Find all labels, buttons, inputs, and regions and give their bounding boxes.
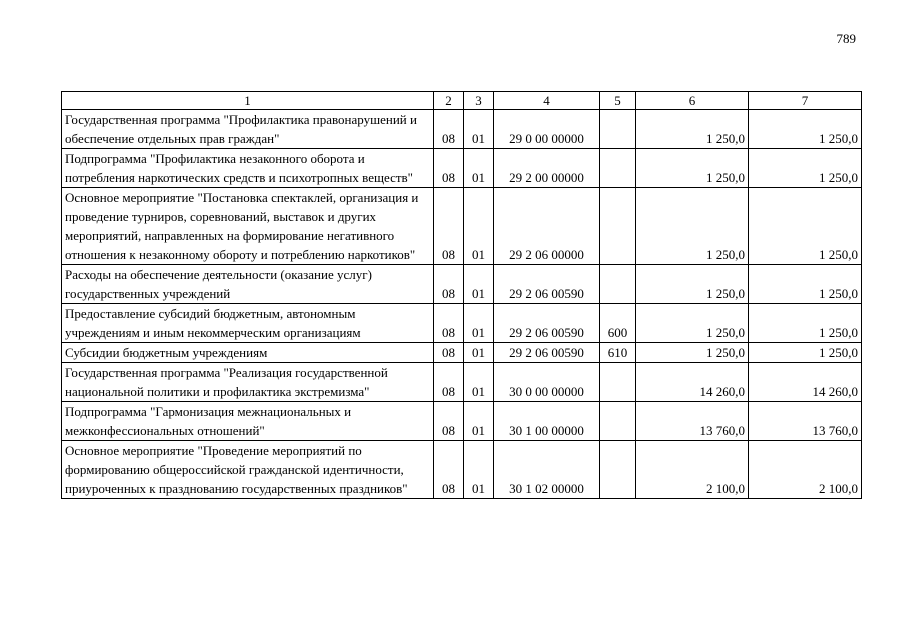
row-expense-type: [600, 188, 636, 265]
row-amount-2: 1 250,0: [749, 110, 862, 149]
row-amount-1: 1 250,0: [636, 110, 749, 149]
row-amount-2: 14 260,0: [749, 363, 862, 402]
row-amount-1: 1 250,0: [636, 304, 749, 343]
row-amount-1: 1 250,0: [636, 265, 749, 304]
row-name: Субсидии бюджетным учреждениям: [62, 343, 434, 363]
row-amount-2: 1 250,0: [749, 188, 862, 265]
row-expense-type: 600: [600, 304, 636, 343]
table-row: [62, 188, 862, 265]
row-amount-1: 2 100,0: [636, 441, 749, 499]
row-name: Государственная программа "Профилактика правонарушений и обеспечение отдельных прав граждан": [62, 110, 434, 149]
row-amount-1: 1 250,0: [636, 343, 749, 363]
row-target-article: 29 2 00 00000: [494, 149, 600, 188]
row-subsection: 01: [464, 441, 494, 499]
row-section: 08: [434, 304, 464, 343]
row-amount-1: 1 250,0: [636, 188, 749, 265]
row-subsection: 01: [464, 402, 494, 441]
column-header-6: 6: [636, 92, 749, 110]
table-row: [62, 363, 862, 402]
table-row: [62, 441, 862, 499]
row-subsection: 01: [464, 188, 494, 265]
row-target-article: 29 2 06 00590: [494, 343, 600, 363]
row-amount-2: 2 100,0: [749, 441, 862, 499]
row-expense-type: [600, 110, 636, 149]
row-name: Основное мероприятие "Постановка спектаклей, организация и проведение турниров, соревнований, выставок и других мероприятий, направленных на формирование негативного отношения к незаконному обороту и потреблению наркотиков": [62, 188, 434, 265]
row-amount-1: 1 250,0: [636, 149, 749, 188]
row-subsection: 01: [464, 363, 494, 402]
page-number: 789: [836, 31, 856, 46]
header-row: [62, 92, 862, 110]
row-amount-2: 1 250,0: [749, 304, 862, 343]
table-row: [62, 265, 862, 304]
column-header-7: 7: [749, 92, 862, 110]
row-subsection: 01: [464, 343, 494, 363]
row-section: 08: [434, 441, 464, 499]
row-section: 08: [434, 188, 464, 265]
table-row: [62, 304, 862, 343]
row-name: Предоставление субсидий бюджетным, автономным учреждениям и иным некоммерческим организациям: [62, 304, 434, 343]
row-amount-2: 1 250,0: [749, 265, 862, 304]
row-name: Основное мероприятие "Проведение мероприятий по формированию общероссийской гражданской идентичности, приуроченных к празднованию государственных праздников": [62, 441, 434, 499]
row-target-article: 29 0 00 00000: [494, 110, 600, 149]
row-section: 08: [434, 343, 464, 363]
row-subsection: 01: [464, 110, 494, 149]
column-header-2: 2: [434, 92, 464, 110]
column-header-1: 1: [62, 92, 434, 110]
row-target-article: 30 0 00 00000: [494, 363, 600, 402]
table-row: [62, 402, 862, 441]
column-header-4: 4: [494, 92, 600, 110]
row-target-article: 30 1 00 00000: [494, 402, 600, 441]
row-subsection: 01: [464, 149, 494, 188]
row-expense-type: 610: [600, 343, 636, 363]
row-expense-type: [600, 149, 636, 188]
row-expense-type: [600, 363, 636, 402]
row-target-article: 29 2 06 00000: [494, 188, 600, 265]
row-subsection: 01: [464, 265, 494, 304]
row-section: 08: [434, 110, 464, 149]
row-name: Государственная программа "Реализация государственной национальной политики и профилактика экстремизма": [62, 363, 434, 402]
table-row: [62, 149, 862, 188]
row-target-article: 29 2 06 00590: [494, 304, 600, 343]
row-name: Подпрограмма "Профилактика незаконного оборота и потребления наркотических средств и психотропных веществ": [62, 149, 434, 188]
row-section: 08: [434, 149, 464, 188]
row-expense-type: [600, 265, 636, 304]
column-header-5: 5: [600, 92, 636, 110]
column-header-3: 3: [464, 92, 494, 110]
row-section: 08: [434, 402, 464, 441]
row-section: 08: [434, 265, 464, 304]
row-amount-2: 13 760,0: [749, 402, 862, 441]
row-target-article: 30 1 02 00000: [494, 441, 600, 499]
row-section: 08: [434, 363, 464, 402]
row-amount-2: 1 250,0: [749, 149, 862, 188]
row-amount-1: 14 260,0: [636, 363, 749, 402]
row-name: Расходы на обеспечение деятельности (оказание услуг) государственных учреждений: [62, 265, 434, 304]
budget-table: [61, 91, 862, 499]
row-name: Подпрограмма "Гармонизация межнациональных и межконфессиональных отношений": [62, 402, 434, 441]
row-amount-1: 13 760,0: [636, 402, 749, 441]
table-row: [62, 343, 862, 363]
row-amount-2: 1 250,0: [749, 343, 862, 363]
table-row: [62, 110, 862, 149]
row-expense-type: [600, 441, 636, 499]
row-subsection: 01: [464, 304, 494, 343]
row-expense-type: [600, 402, 636, 441]
row-target-article: 29 2 06 00590: [494, 265, 600, 304]
